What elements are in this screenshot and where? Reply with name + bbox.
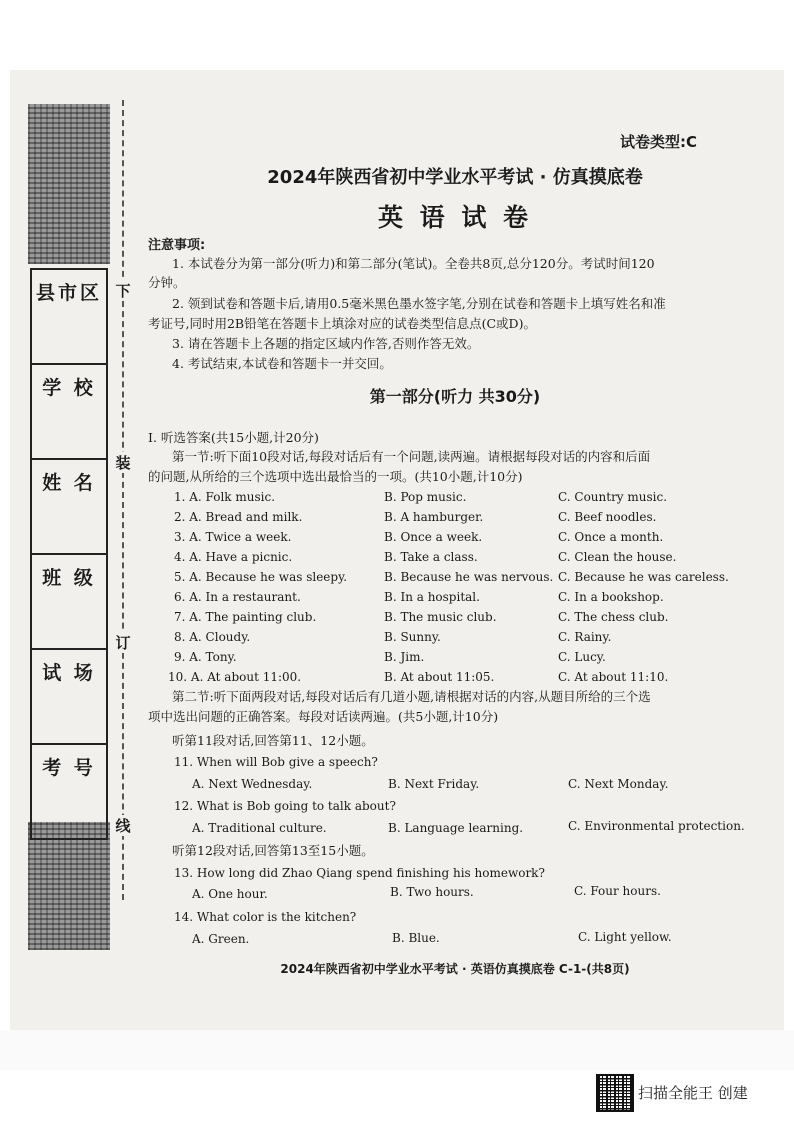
q14-option-b: B. Blue. [392,931,440,945]
q5-option-b: B. Because he was nervous. [384,570,554,584]
q13-stem: 13. How long did Zhao Qiang spend finishing his homework? [174,866,545,880]
info-label-room: 试 场 [42,662,96,684]
notice-line: 4. 考试结束,本试卷和答题卡一并交回。 [172,356,392,371]
q6-option-a: 6. A. In a restaurant. [174,590,301,604]
scanner-watermark: 扫描全能王 创建 [638,1084,748,1102]
q1-option-b: B. Pop music. [384,490,467,504]
q8-option-a: 8. A. Cloudy. [174,630,251,644]
q4-option-b: B. Take a class. [384,550,478,564]
binding-char-ding: 订 [115,634,131,652]
binding-char-zhuang: 装 [115,454,131,472]
binding-char-xia: 下 [115,282,131,300]
sub2-intro-line: 项中选出问题的正确答案。每段对话读两遍。(共5小题,计10分) [148,709,499,724]
info-cell-name [32,460,106,555]
info-cell-room [32,650,106,745]
q12-stem: 12. What is Bob going to talk about? [174,799,396,813]
q3-option-c: C. Once a month. [558,530,664,544]
notice-line: 考证号,同时用2B铅笔在答题卡上填涂对应的试卷类型信息点(C或D)。 [148,316,536,331]
exam-title: 2024年陕西省初中学业水平考试 · 仿真摸底卷 [267,167,643,188]
q10-option-b: B. At about 11:05. [384,670,495,684]
subject-title: 英 语 试 卷 [377,203,533,232]
sub1-intro-line: 的问题,从所给的三个选项中选出最恰当的一项。(共10小题,计10分) [148,469,523,484]
info-label-school: 学 校 [42,377,96,399]
q11-option-c: C. Next Monday. [568,777,669,791]
info-cell-school [32,365,106,460]
notice-line: 3. 请在答题卡上各题的指定区域内作答,否则作答无效。 [172,336,480,351]
binding-dashed-line [122,100,124,900]
q3-option-a: 3. A. Twice a week. [174,530,292,544]
info-label-class: 班 级 [42,567,96,589]
q4-option-c: C. Clean the house. [558,550,677,564]
q13-option-a: A. One hour. [192,887,268,901]
q12-option-b: B. Language learning. [388,821,524,835]
paper-type: 试卷类型:C [620,133,698,151]
notice-line: 1. 本试卷分为第一部分(听力)和第二部分(笔试)。全卷共8页,总分120分。考试时间120 [172,256,655,271]
scan-margin [0,1030,794,1070]
q7-option-b: B. The music club. [384,610,497,624]
dialog11-instruction: 听第11段对话,回答第11、12小题。 [172,733,374,748]
binding-char-xian: 线 [115,817,131,835]
q13-option-b: B. Two hours. [390,885,474,899]
q1-option-c: C. Country music. [558,490,668,504]
info-cell-county [32,270,106,365]
dialog12-instruction: 听第12段对话,回答第13至15小题。 [172,843,374,858]
q9-option-b: B. Jim. [384,650,425,664]
q5-option-c: C. Because he was careless. [558,570,729,584]
q6-option-c: C. In a bookshop. [558,590,664,604]
notice-line: 分钟。 [148,275,186,290]
q13-option-c: C. Four hours. [574,884,661,898]
page-footer: 2024年陕西省初中学业水平考试 · 英语仿真摸底卷 C-1-(共8页) [280,962,630,976]
q12-option-c: C. Environmental protection. [568,819,745,833]
sub1-intro-line: 第一节:听下面10段对话,每段对话后有一个问题,读两遍。请根据每段对话的内容和后面 [172,449,651,464]
q11-option-a: A. Next Wednesday. [192,777,313,791]
info-label-exam-number: 考 号 [42,757,96,779]
part1-title: 第一部分(听力 共30分) [369,387,541,406]
info-cell-exam-number [32,745,106,840]
q2-option-b: B. A hamburger. [384,510,484,524]
q6-option-b: B. In a hospital. [384,590,480,604]
q10-option-c: C. At about 11:10. [558,670,669,684]
q12-option-a: A. Traditional culture. [192,821,327,835]
q2-option-c: C. Beef noodles. [558,510,657,524]
q2-option-a: 2. A. Bread and milk. [174,510,303,524]
q7-option-a: 7. A. The painting club. [174,610,317,624]
sub2-intro-line: 第二节:听下面两段对话,每段对话后有几道小题,请根据对话的内容,从题目所给的三个选 [172,689,651,704]
q10-option-a: 10. A. At about 11:00. [168,670,302,684]
info-label-name: 姓 名 [42,472,96,494]
q7-option-c: C. The chess club. [558,610,669,624]
q3-option-b: B. Once a week. [384,530,483,544]
q8-option-b: B. Sunny. [384,630,441,644]
top-pattern-block [28,104,110,264]
q5-option-a: 5. A. Because he was sleepy. [174,570,348,584]
notice-line: 2. 领到试卷和答题卡后,请用0.5毫米黑色墨水签字笔,分别在试卷和答题卡上填写姓名和准 [172,296,666,311]
q14-option-a: A. Green. [192,932,250,946]
q4-option-a: 4. A. Have a picnic. [174,550,293,564]
q14-stem: 14. What color is the kitchen? [174,910,357,924]
section1-heading: Ⅰ. 听选答案(共15小题,计20分) [148,430,319,445]
qr-code-icon [596,1074,634,1112]
q11-stem: 11. When will Bob give a speech? [174,755,378,769]
q1-option-a: 1. A. Folk music. [174,490,276,504]
q9-option-a: 9. A. Tony. [174,650,237,664]
candidate-info-column [30,268,108,840]
info-cell-class [32,555,106,650]
notice-heading: 注意事项: [148,238,206,253]
q14-option-c: C. Light yellow. [578,930,672,944]
q9-option-c: C. Lucy. [558,650,606,664]
bottom-pattern-block [28,822,110,950]
q11-option-b: B. Next Friday. [388,777,480,791]
q8-option-c: C. Rainy. [558,630,612,644]
info-label-county: 县市区 [35,282,102,304]
